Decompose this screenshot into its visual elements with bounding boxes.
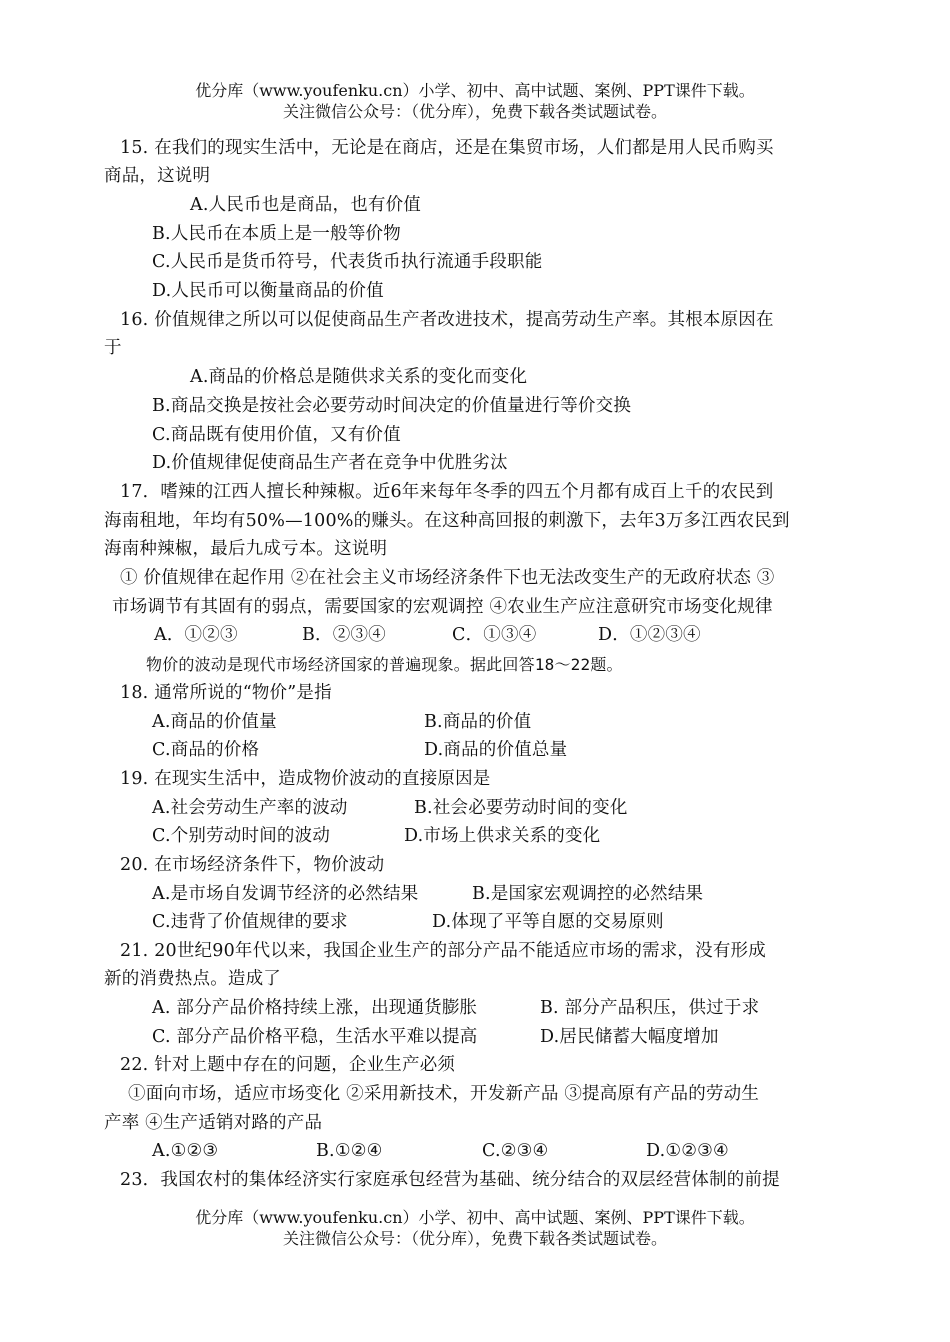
q22-option-d: D.①②③④ — [646, 1141, 729, 1161]
q15-stem-line1: 15. 在我们的现实生活中，无论是在商店，还是在集贸市场，人们都是用人民币购买 — [120, 138, 774, 158]
q21-option-b: B. 部分产品积压，供过于求 — [540, 998, 760, 1018]
q19-stem: 19. 在现实生活中，造成物价波动的直接原因是 — [120, 769, 491, 789]
q18-option-a: A.商品的价值量 — [152, 712, 277, 732]
q17-option-a: A．①②③ — [154, 625, 238, 645]
q21-option-a: A. 部分产品价格持续上涨，出现通货膨胀 — [152, 998, 478, 1018]
q20-option-a: A.是市场自发调节经济的必然结果 — [152, 884, 419, 904]
q20-option-b: B.是国家宏观调控的必然结果 — [472, 884, 704, 904]
q17-option-b: B．②③④ — [302, 625, 386, 645]
section-intro: 物价的波动是现代市场经济国家的普遍现象。据此回答18～22题。 — [146, 655, 623, 674]
q17-option-d: D．①②③④ — [598, 625, 701, 645]
page-header-line1: 优分库（www.youfenku.cn）小学、初中、高中试题、案例、PPT课件下载。 — [195, 81, 755, 100]
page-header-line2: 关注微信公众号：（优分库），免费下载各类试题试卷。 — [282, 102, 667, 121]
q17-option-c: C．①③④ — [452, 625, 537, 645]
page-footer-line2: 关注微信公众号：（优分库），免费下载各类试题试卷。 — [282, 1229, 667, 1248]
q22-option-b: B.①②④ — [316, 1141, 383, 1161]
q17-statements-line1: ① 价值规律在起作用 ②在社会主义市场经济条件下也无法改变生产的无政府状态 ③ — [120, 568, 775, 588]
q15-option-b: B.人民币在本质上是一般等价物 — [152, 224, 401, 244]
q21-stem-line1: 21. 20世纪90年代以来，我国企业生产的部分产品不能适应市场的需求，没有形成 — [120, 941, 766, 961]
q17-stem-line1: 17．嗜辣的江西人擅长种辣椒。近6年来每年冬季的四五个月都有成百上千的农民到 — [120, 482, 774, 502]
q22-option-c: C.②③④ — [482, 1141, 549, 1161]
q23-stem-line1: 23．我国农村的集体经济实行家庭承包经营为基础、统分结合的双层经营体制的前提 — [120, 1170, 780, 1190]
q16-option-a: A.商品的价格总是随供求关系的变化而变化 — [190, 367, 528, 387]
q18-option-d: D.商品的价值总量 — [424, 740, 568, 760]
q16-option-d: D.价值规律促使商品生产者在竞争中优胜劣汰 — [152, 453, 508, 473]
q19-option-c: C.个别劳动时间的波动 — [152, 826, 331, 846]
q19-option-a: A.社会劳动生产率的波动 — [152, 798, 348, 818]
q19-option-d: D.市场上供求关系的变化 — [404, 826, 601, 846]
q16-option-c: C.商品既有使用价值，又有价值 — [152, 425, 401, 445]
q16-option-b: B.商品交换是按社会必要劳动时间决定的价值量进行等价交换 — [152, 396, 632, 416]
q15-stem-line2: 商品，这说明 — [104, 166, 211, 186]
q20-option-d: D.体现了平等自愿的交易原则 — [432, 912, 664, 932]
q22-statements-line1: ①面向市场，适应市场变化 ②采用新技术，开发新产品 ③提高原有产品的劳动生 — [128, 1084, 760, 1104]
q20-option-c: C.违背了价值规律的要求 — [152, 912, 348, 932]
q19-option-b: B.社会必要劳动时间的变化 — [414, 798, 628, 818]
q21-stem-line2: 新的消费热点。造成了 — [104, 969, 281, 989]
q15-option-d: D.人民币可以衡量商品的价值 — [152, 281, 384, 301]
q17-statements-line2: 市场调节有其固有的弱点，需要国家的宏观调控 ④农业生产应注意研究市场变化规律 — [112, 597, 773, 617]
q21-option-c: C. 部分产品价格平稳，生活水平难以提高 — [152, 1027, 478, 1047]
q15-option-a: A.人民币也是商品，也有价值 — [190, 195, 421, 215]
q22-option-a: A.①②③ — [152, 1141, 219, 1161]
q20-stem: 20. 在市场经济条件下，物价波动 — [120, 855, 385, 875]
q18-option-c: C.商品的价格 — [152, 740, 260, 760]
page-footer-line1: 优分库（www.youfenku.cn）小学、初中、高中试题、案例、PPT课件下载。 — [195, 1208, 755, 1227]
q22-statements-line2: 产率 ④生产适销对路的产品 — [104, 1113, 323, 1133]
q22-stem: 22. 针对上题中存在的问题，企业生产必须 — [120, 1055, 456, 1075]
q18-option-b: B.商品的价值 — [424, 712, 532, 732]
q21-option-d: D.居民储蓄大幅度增加 — [540, 1027, 719, 1047]
q18-stem: 18. 通常所说的“物价”是指 — [120, 683, 332, 703]
q16-stem-line1: 16. 价值规律之所以可以促使商品生产者改进技术，提高劳动生产率。其根本原因在 — [120, 310, 774, 330]
q15-option-c: C.人民币是货币符号，代表货币执行流通手段职能 — [152, 252, 543, 272]
q17-stem-line3: 海南种辣椒，最后九成亏本。这说明 — [104, 539, 388, 559]
q16-stem-line2: 于 — [104, 338, 122, 358]
q17-stem-line2: 海南租地，年均有50%—100%的赚头。在这种高回报的刺激下，去年3万多江西农民到 — [104, 511, 790, 531]
